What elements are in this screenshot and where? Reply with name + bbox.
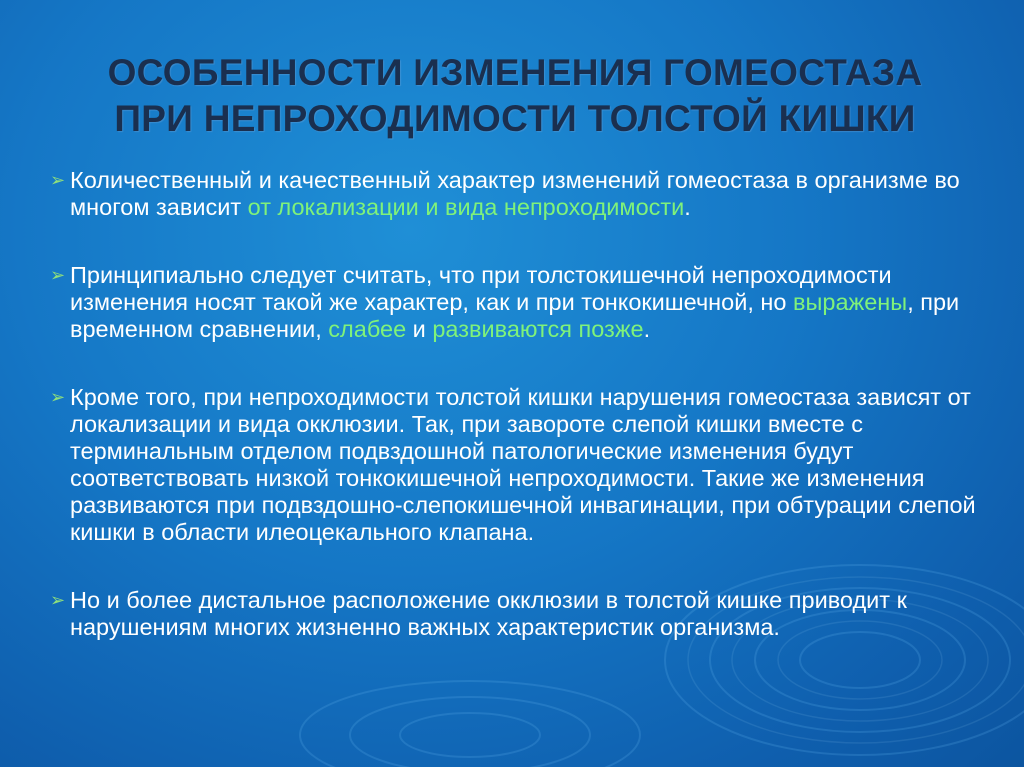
bullet-item-4 [50,587,1015,641]
bullet-text: , при временном сравнении, [70,289,960,342]
highlight-text: развиваются позже [432,316,644,342]
bullet-text: Кроме того, при непроходимости толстой кишки нарушения гомеостаза зависят от локализации и вида окклюзии. Так, при завороте слепой кишки вместе с терминальным отделом подвздошной патологические изменения будут соответствовать низкой тонкокишечной непроходимости. Такие же изменения развиваются при подвздошно-слепокишечной инвагинации, при обтурации слепой кишки в области илеоцекального клапана. [70,384,976,545]
arrow-bullet-icon: ➢ [50,590,66,610]
bullet-list [50,167,1015,641]
highlight-text: выражены [793,289,908,315]
bullet-item-2 [50,262,1015,343]
bullet-text: Принципиально следует считать, что при толстокишечной непроходимости изменения носят такой же характер, как и при тонкокишечной, но [70,262,892,315]
bullet-text: и [406,316,433,342]
highlight-text: слабее [328,316,407,342]
slide-title-line-1: ОСОБЕННОСТИ ИЗМЕНЕНИЯ ГОМЕОСТАЗА [107,52,923,93]
bullet-text: . [684,194,691,220]
slide-title-line-2: ПРИ НЕПРОХОДИМОСТИ ТОЛСТОЙ КИШКИ [114,98,916,139]
highlight-text: от локализации и вида непроходимости [247,194,685,220]
bullet-item-1 [50,167,1015,221]
arrow-bullet-icon: ➢ [50,170,66,190]
bullet-item-3 [50,384,1015,546]
bullet-text: . [643,316,651,342]
slide-title [40,50,990,142]
bullet-text: Но и более дистальное расположение окклюзии в толстой кишке приводит к нарушениям многих жизненно важных характеристик организма. [70,587,907,640]
arrow-bullet-icon: ➢ [50,265,66,285]
arrow-bullet-icon: ➢ [50,387,66,407]
bullet-text: Количественный и качественный характер изменений гомеостаза в организме во многом зависит [70,167,960,220]
